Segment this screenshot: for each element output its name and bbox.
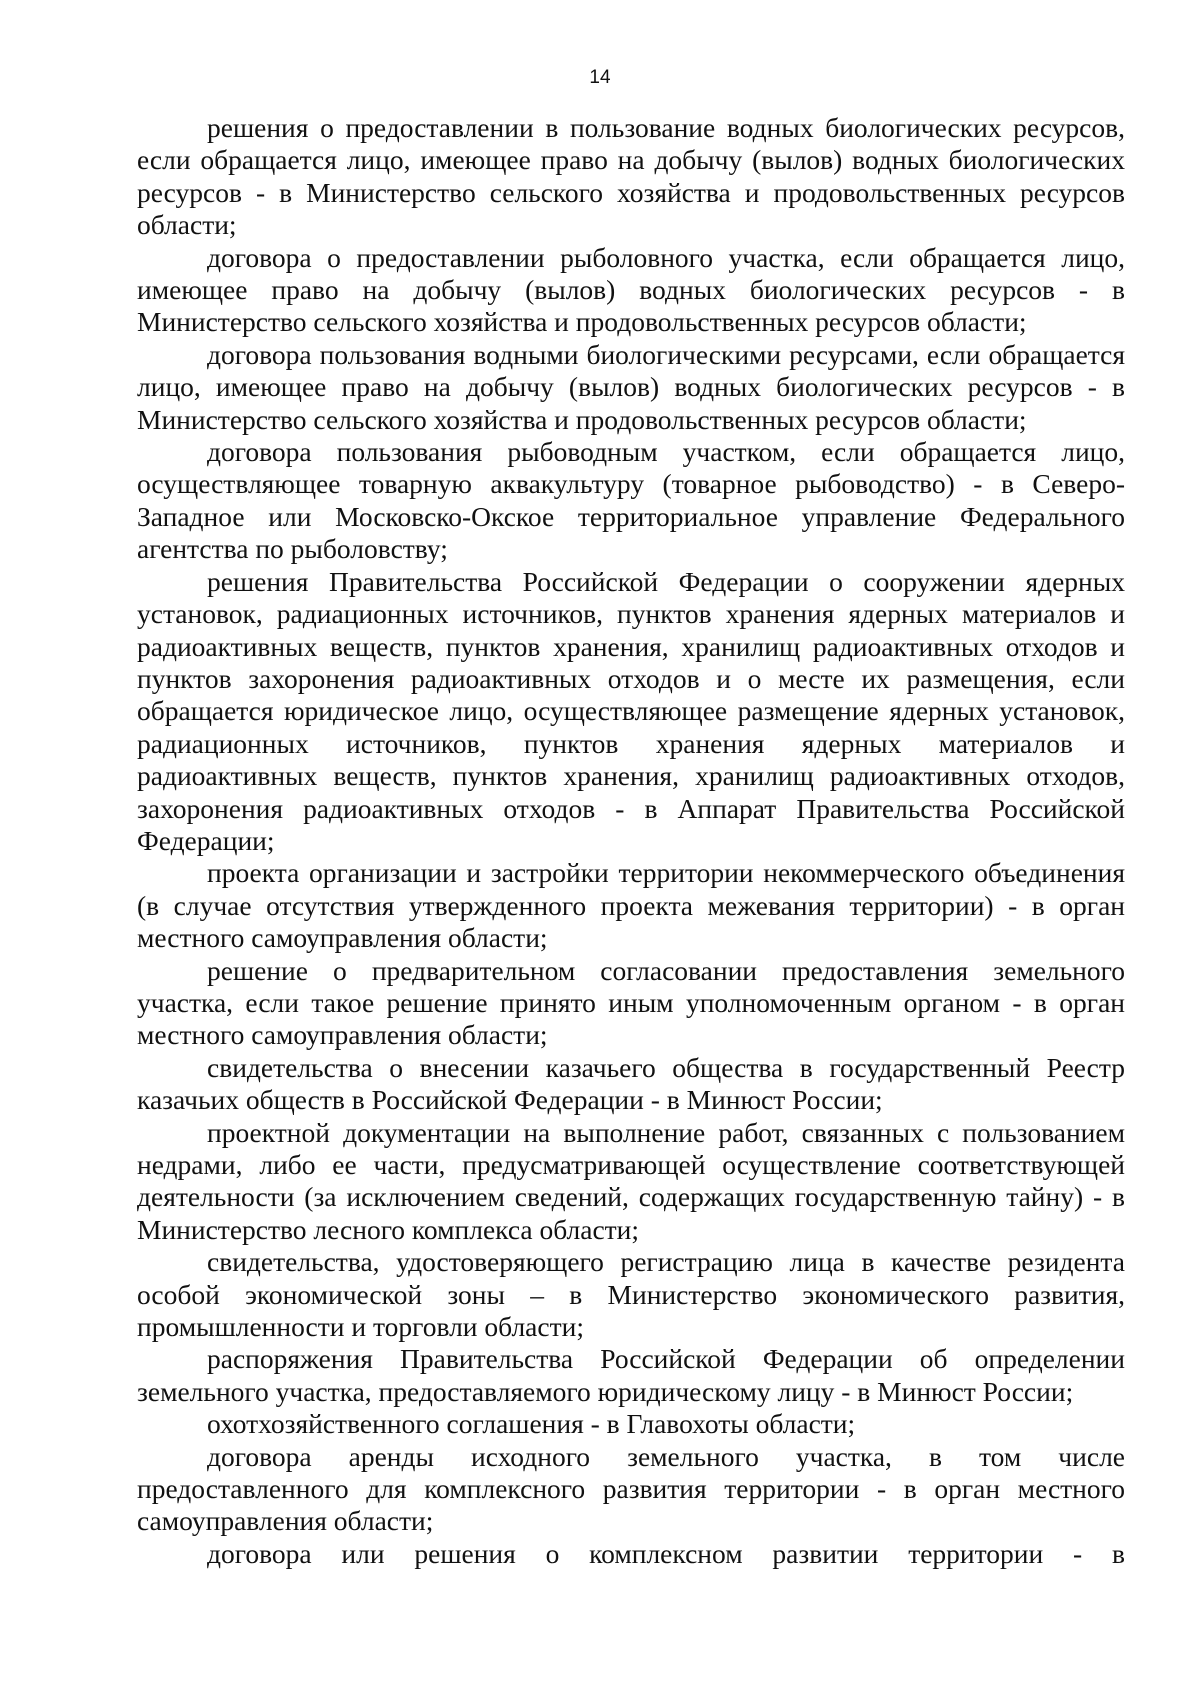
paragraph-13: договора аренды исходного земельного участка, в том числе предоставленного для комплексного развития территории - в орган местного самоуправления области;	[137, 1440, 1125, 1537]
paragraph-3: договора пользования водными биологическими ресурсами, если обращается лицо, имеющее право на добычу (вылов) водных биологических ресурсов - в Министерство сельского хозяйства и продовольственных ресурсов области;	[137, 338, 1125, 435]
paragraph-4: договора пользования рыбоводным участком, если обращается лицо, осуществляющее товарную аквакультуру (товарное рыбоводство) - в Северо-Западное или Московско-Окское территориальное управление Федерального агентства по рыболовству;	[137, 436, 1125, 565]
document-body	[137, 112, 1125, 1570]
paragraph-7: решение о предварительном согласовании предоставления земельного участка, если такое решение принято иным уполномоченным органом - в орган местного самоуправления области;	[137, 954, 1125, 1051]
paragraph-11: распоряжения Правительства Российской Федерации об определении земельного участка, предоставляемого юридическому лицу - в Минюст России;	[137, 1343, 1125, 1407]
paragraph-1: решения о предоставлении в пользование водных биологических ресурсов, если обращается лицо, имеющее право на добычу (вылов) водных биологических ресурсов - в Министерство сельского хозяйства и продовольственных ресурсов области;	[137, 112, 1125, 241]
paragraph-5: решения Правительства Российской Федерации о сооружении ядерных установок, радиационных источников, пунктов хранения ядерных материалов и радиоактивных веществ, пунктов хранения, хранилищ радиоактивных отходов и пунктов захоронения радиоактивных отходов и о месте их размещения, если обращается юридическое лицо, осуществляющее размещение ядерных установок, радиационных источников, пунктов хранения ядерных материалов и радиоактивных веществ, пунктов хранения, хранилищ радиоактивных отходов, захоронения радиоактивных отходов - в Аппарат Правительства Российской Федерации;	[137, 565, 1125, 856]
paragraph-10: свидетельства, удостоверяющего регистрацию лица в качестве резидента особой экономической зоны – в Министерство экономического развития, промышленности и торговли области;	[137, 1246, 1125, 1343]
paragraph-6: проекта организации и застройки территории некоммерческого объединения (в случае отсутствия утвержденного проекта межевания территории) - в орган местного самоуправления области;	[137, 857, 1125, 954]
paragraph-9: проектной документации на выполнение работ, связанных с пользованием недрами, либо ее части, предусматривающей осуществление соответствующей деятельности (за исключением сведений, содержащих государственную тайну) - в Министерство лесного комплекса области;	[137, 1116, 1125, 1245]
paragraph-2: договора о предоставлении рыболовного участка, если обращается лицо, имеющее право на добычу (вылов) водных биологических ресурсов - в Министерство сельского хозяйства и продовольственных ресурсов области;	[137, 241, 1125, 338]
paragraph-8: свидетельства о внесении казачьего общества в государственный Реестр казачьих обществ в Российской Федерации - в Минюст России;	[137, 1051, 1125, 1116]
paragraph-12: охотхозяйственного соглашения - в Главохоты области;	[207, 1408, 856, 1440]
paragraph-14: договора или решения о комплексном развитии территории - в	[207, 1537, 1125, 1569]
page-number: 14	[589, 67, 611, 88]
